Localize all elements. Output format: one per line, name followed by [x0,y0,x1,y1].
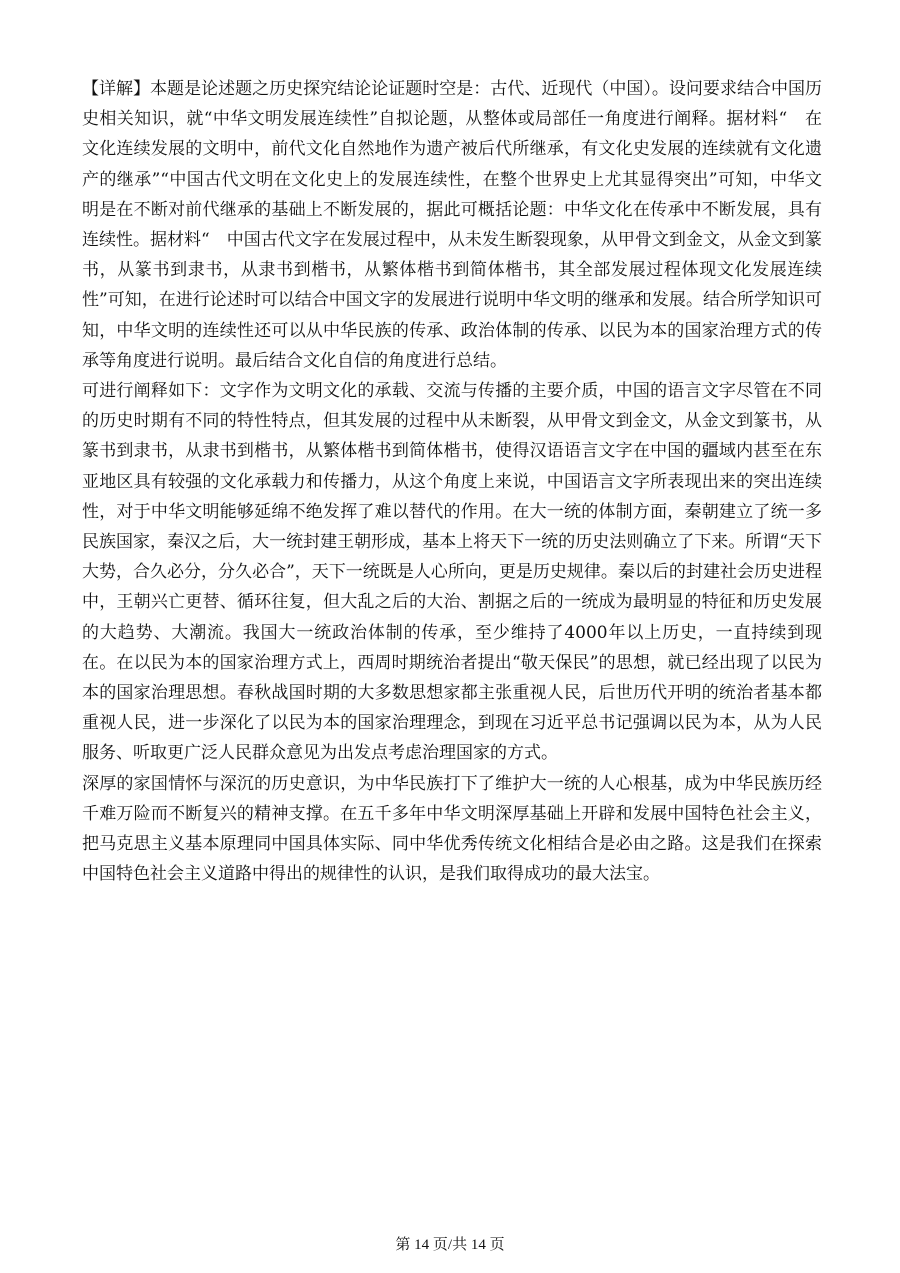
paragraph-analysis: 【详解】本题是论述题之历史探究结论论证题时空是：古代、近现代（中国）。设问要求结合中国历史相关知识，就“中华文明发展连续性”自拟论题，从整体或局部任一角度进行阐释。据材料“ 在文化连续发展的文明中，前代文化自然地作为遗产被后代所继承，有文化史发展的连续就有文化遗产的继承”“中国古代文明在文化史上的发展连续性，在整个世界史上尤其显得突出”可知，中华文明是在不断对前代继承的基础上不断发展的，据此可概括论题：中华文化在传承中不断发展，具有连续性。据材料“ 中国古代文字在发展过程中，从未发生断裂现象，从甲骨文到金文，从金文到篆书，从篆书到隶书，从隶书到楷书，从繁体楷书到简体楷书，其全部发展过程体现文化发展连续性”可知，在进行论述时可以结合中国文字的发展进行说明中华文明的继承和发展。结合所学知识可知，中华文明的连续性还可以从中华民族的传承、政治体制的传承、以民为本的国家治理方式的传承等角度进行说明。最后结合文化自信的角度进行总结。 [82,79,822,371]
paragraph-elaboration: 可进行阐释如下：文字作为文明文化的承载、交流与传播的主要介质，中国的语言文字尽管在不同的历史时期有不同的特性特点，但其发展的过程中从未断裂，从甲骨文到金文，从金文到篆书，从篆书到隶书，从隶书到楷书，从繁体楷书到简体楷书，使得汉语语言文字在中国的疆域内甚至在东亚地区具有较强的文化承载力和传播力，从这个角度上来说，中国语言文字所表现出来的突出连续性，对于中华文明能够延绵不绝发挥了难以替代的作用。在大一统的体制方面，秦朝建立了统一多民族国家，秦汉之后，大一统封建王朝形成，基本上将天下一统的历史法则确立了下来。所谓“天下大势，合久必分，分久必合”，天下一统既是人心所向，更是历史规律。秦以后的封建社会历史进程中，王朝兴亡更替、循环往复，但大乱之后的大治、割据之后的一统成为最明显的特征和历史发展的大趋势、大潮流。我国大一统政治体制的传承，至少维持了4000年以上历史，一直持续到现在。在以民为本的国家治理方式上，西周时期统治者提出“敬天保民”的思想，就已经出现了以民为本的国家治理思想。春秋战国时期的大多数思想家都主张重视人民，后世历代开明的统治者基本都重视人民，进一步深化了以民为本的国家治理理念，到现在习近平总书记强调以民为本，从为人民服务、听取更广泛人民群众意见为出发点考虑治理国家的方式。 [82,381,822,764]
paragraph-conclusion: 深厚的家国情怀与深沉的历史意识，为中华民族打下了维护大一统的人心根基，成为中华民族历经千难万险而不断复兴的精神支撑。在五千多年中华文明深厚基础上开辟和发展中国特色社会主义，把马克思主义基本原理同中国具体实际、同中华优秀传统文化相结合是必由之路。这是我们在探索中国特色社会主义道路中得出的规律性的认识，是我们取得成功的最大法宝。 [82,773,822,885]
page-number-footer: 第 14 页/共 14 页 [395,1237,505,1253]
answer-explanation [82,74,822,889]
